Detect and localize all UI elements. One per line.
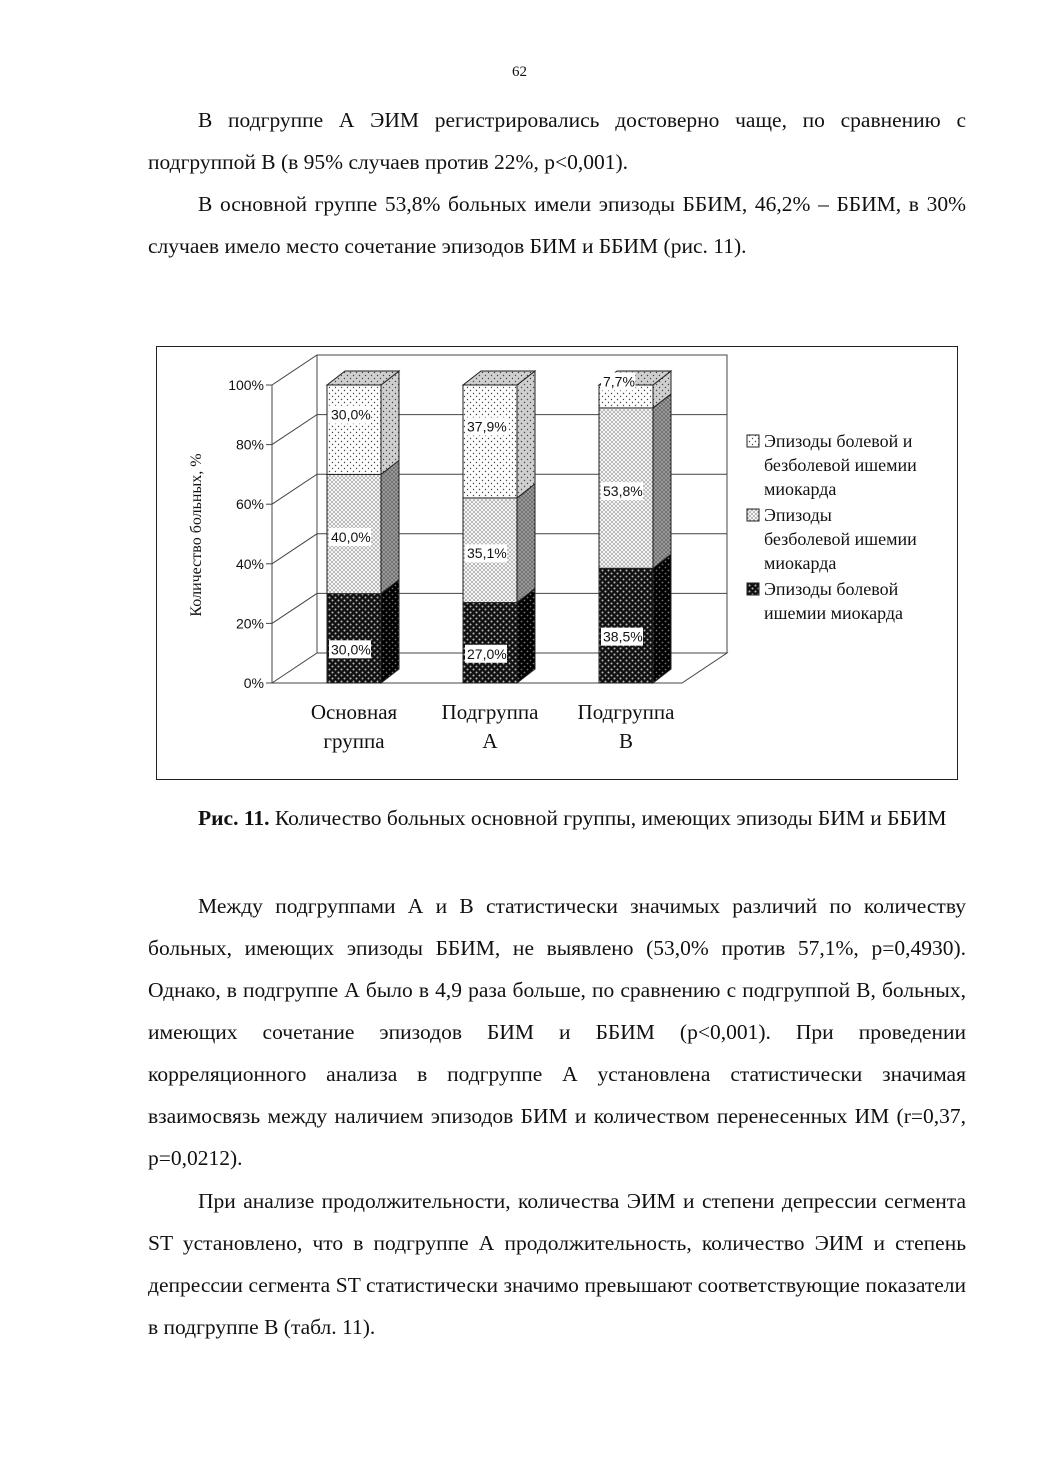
stacked-bar-chart	[157, 347, 957, 779]
x-category-label: В	[618, 729, 634, 753]
data-label: 53,8%	[603, 483, 643, 500]
x-category-label: Подгруппа	[441, 700, 539, 724]
bar-segment-side	[653, 554, 671, 683]
legend-label: Эпизоды	[764, 505, 832, 525]
paragraph-4: При анализе продолжительности, количества ЭИМ и степени депрессии сегмента ST установлено, что в подгруппе А продолжительность, количество ЭИМ и степень депрессии сегмента ST статистически значимо превышают соответствующие показатели в подгруппе В (табл. 11).	[148, 1189, 966, 1339]
y-tick-label: 60%	[235, 496, 264, 513]
figure-chart	[156, 346, 958, 780]
y-tick-label: 40%	[235, 555, 264, 572]
legend-label: миокарда	[764, 553, 837, 573]
paragraph-3: Между подгруппами А и В статистически значимых различий по количеству больных, имеющих эпизоды ББИМ, не выявлено (53,0% против 57,1%, р=0,4930). Однако, в подгруппе А было в 4,9 раза больше, по сравнению с подгруппой В, больных, имеющих сочетание эпизодов БИМ и ББИМ (р<0,001). При проведении корреляционного анализа в подгруппе А установлена статистически значимая взаимосвязь между наличием эпизодов БИМ и количеством перенесенных ИМ (r=0,37, р=0,0212).	[148, 894, 966, 1170]
bar-segment-side	[381, 580, 399, 683]
legend-label: безболевой ишемии	[764, 529, 917, 549]
bar-segment-side	[517, 371, 535, 498]
data-label: 30,0%	[331, 406, 371, 423]
bar-segment	[327, 385, 381, 474]
y-axis-title: Количество больных, %	[188, 453, 205, 617]
bar-segment-side	[517, 484, 535, 603]
figure-caption	[148, 804, 966, 832]
paragraph-2: В основной группе 53,8% больных имели эпизоды ББИМ, 46,2% – ББИМ, в 30% случаев имело место сочетание эпизодов БИМ и ББИМ (рис. 11).	[148, 192, 966, 258]
x-category-label: группа	[323, 729, 385, 753]
legend-label: безболевой ишемии	[764, 455, 917, 475]
data-label: 37,9%	[467, 418, 507, 435]
y-tick-label: 80%	[235, 436, 264, 453]
x-category-label: Основная	[310, 700, 398, 724]
x-category-label: А	[482, 729, 498, 753]
bar-segment	[327, 594, 381, 683]
bar-segment-side	[381, 371, 399, 474]
legend-swatch	[747, 583, 759, 595]
bar-segment	[463, 603, 517, 683]
legend-swatch	[747, 509, 759, 521]
y-tick-label: 0%	[243, 675, 264, 691]
bar-segment	[463, 385, 517, 498]
bar-segment-side	[381, 460, 399, 593]
legend	[747, 431, 917, 623]
data-label: 30,0%	[331, 641, 371, 658]
data-label: 40,0%	[331, 529, 371, 545]
bar-segment	[599, 568, 653, 683]
legend-label: миокарда	[764, 479, 837, 499]
bar-segment-side	[653, 394, 671, 568]
legend-swatch	[747, 435, 759, 447]
page-number: 62	[512, 64, 527, 80]
x-category-label: Подгруппа	[577, 700, 675, 724]
caption-label: Рис. 11.	[198, 806, 270, 830]
paragraph-1: В подгруппе А ЭИМ регистрировались достоверно чаще, по сравнению с подгруппой В (в 95% случаев против 22%, р<0,001).	[148, 108, 966, 174]
y-tick-label: 20%	[235, 615, 264, 632]
bar-segment-side	[517, 589, 535, 683]
data-label: 38,5%	[603, 628, 643, 645]
y-tick-label: 100%	[228, 377, 264, 393]
legend-label: Эпизоды болевой и	[764, 431, 913, 451]
legend-label: Эпизоды болевой	[764, 579, 899, 599]
data-label: 35,1%	[467, 545, 507, 562]
data-label: 7,7%	[603, 373, 635, 390]
caption-text: Количество больных основной группы, имеющих эпизоды БИМ и ББИМ	[269, 806, 947, 830]
data-label: 27,0%	[467, 645, 507, 662]
legend-label: ишемии миокарда	[764, 603, 904, 623]
